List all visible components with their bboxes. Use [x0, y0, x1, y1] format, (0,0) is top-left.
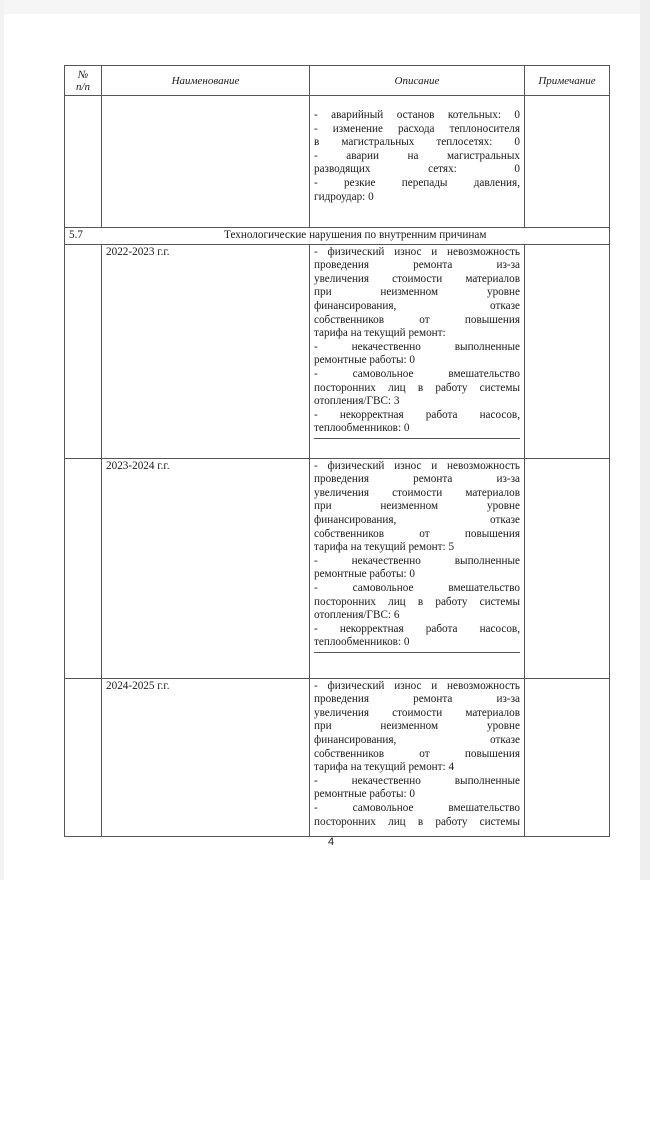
description-line: - аварийный останов котельных: 0 — [314, 109, 520, 121]
description-line: ремонтные работы: 0 — [314, 568, 415, 581]
description-line: - физический износ и невозможность — [314, 245, 520, 258]
row-description — [310, 244, 525, 458]
table-row — [65, 458, 610, 678]
description-line: теплообменников: 0 — [314, 422, 410, 435]
description-line: разводящих сетях: 0 — [314, 163, 520, 176]
description-line: финансирования, отказе — [314, 733, 520, 746]
description-line: отопления/ГВС: 6 — [314, 609, 400, 622]
description-line: посторонних лиц в работу системы — [314, 381, 520, 394]
section-row — [65, 228, 610, 245]
row-note-cell — [525, 678, 610, 836]
description-line: - некорректная работа насосов, — [314, 408, 520, 421]
description-line: тарифа на текущий ремонт: — [314, 327, 446, 340]
description-line: проведения ремонта из-за — [314, 693, 520, 706]
table-header-row — [65, 66, 610, 96]
cell-separator-line — [314, 652, 520, 653]
continuation-name-cell — [102, 96, 310, 228]
description-line: в магистральных теплосетях: 0 — [314, 136, 520, 149]
description-line: - изменение расхода теплоносителя — [314, 122, 520, 135]
description-line: ремонтные работы: 0 — [314, 354, 415, 367]
scan-margin-top — [0, 0, 650, 14]
row-period: 2024-2025 г.г. — [102, 678, 310, 836]
description-line: - самовольное вмешательство — [314, 367, 520, 380]
row-period: 2022-2023 г.г. — [102, 244, 310, 458]
description-line: финансирования, отказе — [314, 299, 520, 312]
description-line: при неизменном уровне — [314, 286, 520, 299]
table-row — [65, 244, 610, 458]
description-line: - некорректная работа насосов, — [314, 622, 520, 635]
description-line: при неизменном уровне — [314, 720, 520, 733]
description-line: посторонних лиц в работу системы — [314, 595, 520, 608]
section-number: 5.7 — [65, 228, 102, 245]
description-line: - физический износ и невозможность — [314, 679, 520, 692]
continuation-description-cell — [310, 96, 525, 228]
description-line: ремонтные работы: 0 — [314, 788, 415, 801]
row-description — [310, 458, 525, 678]
description-line: теплообменников: 0 — [314, 636, 410, 649]
row-num-cell — [65, 244, 102, 458]
description-line: - некачественно выполненные — [314, 774, 520, 787]
header-name: Наименование — [102, 66, 310, 96]
description-line: собственников от повышения — [314, 527, 520, 540]
scan-edge-left — [0, 0, 4, 880]
row-period: 2023-2024 г.г. — [102, 458, 310, 678]
description-line: - некачественно выполненные — [314, 340, 520, 353]
scan-edge-right — [640, 0, 650, 880]
row-note-cell — [525, 458, 610, 678]
description-line: собственников от повышения — [314, 747, 520, 760]
description-line: - резкие перепады давления, — [314, 176, 520, 189]
table-row — [65, 678, 610, 836]
description-line: - самовольное вмешательство — [314, 581, 520, 594]
description-line: тарифа на текущий ремонт: 5 — [314, 541, 455, 554]
description-line: - аварии на магистральных — [314, 149, 520, 162]
description-line: - самовольное вмешательство — [314, 801, 520, 814]
description-line: посторонних лиц в работу системы — [314, 815, 520, 828]
continuation-num-cell — [65, 96, 102, 228]
header-description: Описание — [310, 66, 525, 96]
row-num-cell — [65, 678, 102, 836]
description-line: увеличения стоимости материалов — [314, 272, 520, 285]
description-line: собственников от повышения — [314, 313, 520, 326]
description-line: отопления/ГВС: 3 — [314, 395, 400, 408]
cell-separator-line — [314, 438, 520, 439]
page-number: 4 — [328, 836, 335, 848]
description-line: - некачественно выполненные — [314, 554, 520, 567]
description-line: - физический износ и невозможность — [314, 459, 520, 472]
description-line: проведения ремонта из-за — [314, 473, 520, 486]
incidents-table — [64, 65, 610, 837]
description-line: проведения ремонта из-за — [314, 259, 520, 272]
description-line: при неизменном уровне — [314, 500, 520, 513]
row-note-cell — [525, 244, 610, 458]
description-line: тарифа на текущий ремонт: 4 — [314, 761, 455, 774]
section-title: Технологические нарушения по внутренним причинам — [102, 228, 610, 245]
description-line: увеличения стоимости материалов — [314, 486, 520, 499]
row-num-cell — [65, 458, 102, 678]
row-description — [310, 678, 525, 836]
header-note: Примечание — [525, 66, 610, 96]
description-line: финансирования, отказе — [314, 513, 520, 526]
continuation-note-cell — [525, 96, 610, 228]
header-num: № п/п — [65, 66, 102, 96]
description-line: увеличения стоимости материалов — [314, 706, 520, 719]
description-line: гидроудар: 0 — [314, 190, 374, 203]
continuation-row — [65, 96, 610, 228]
